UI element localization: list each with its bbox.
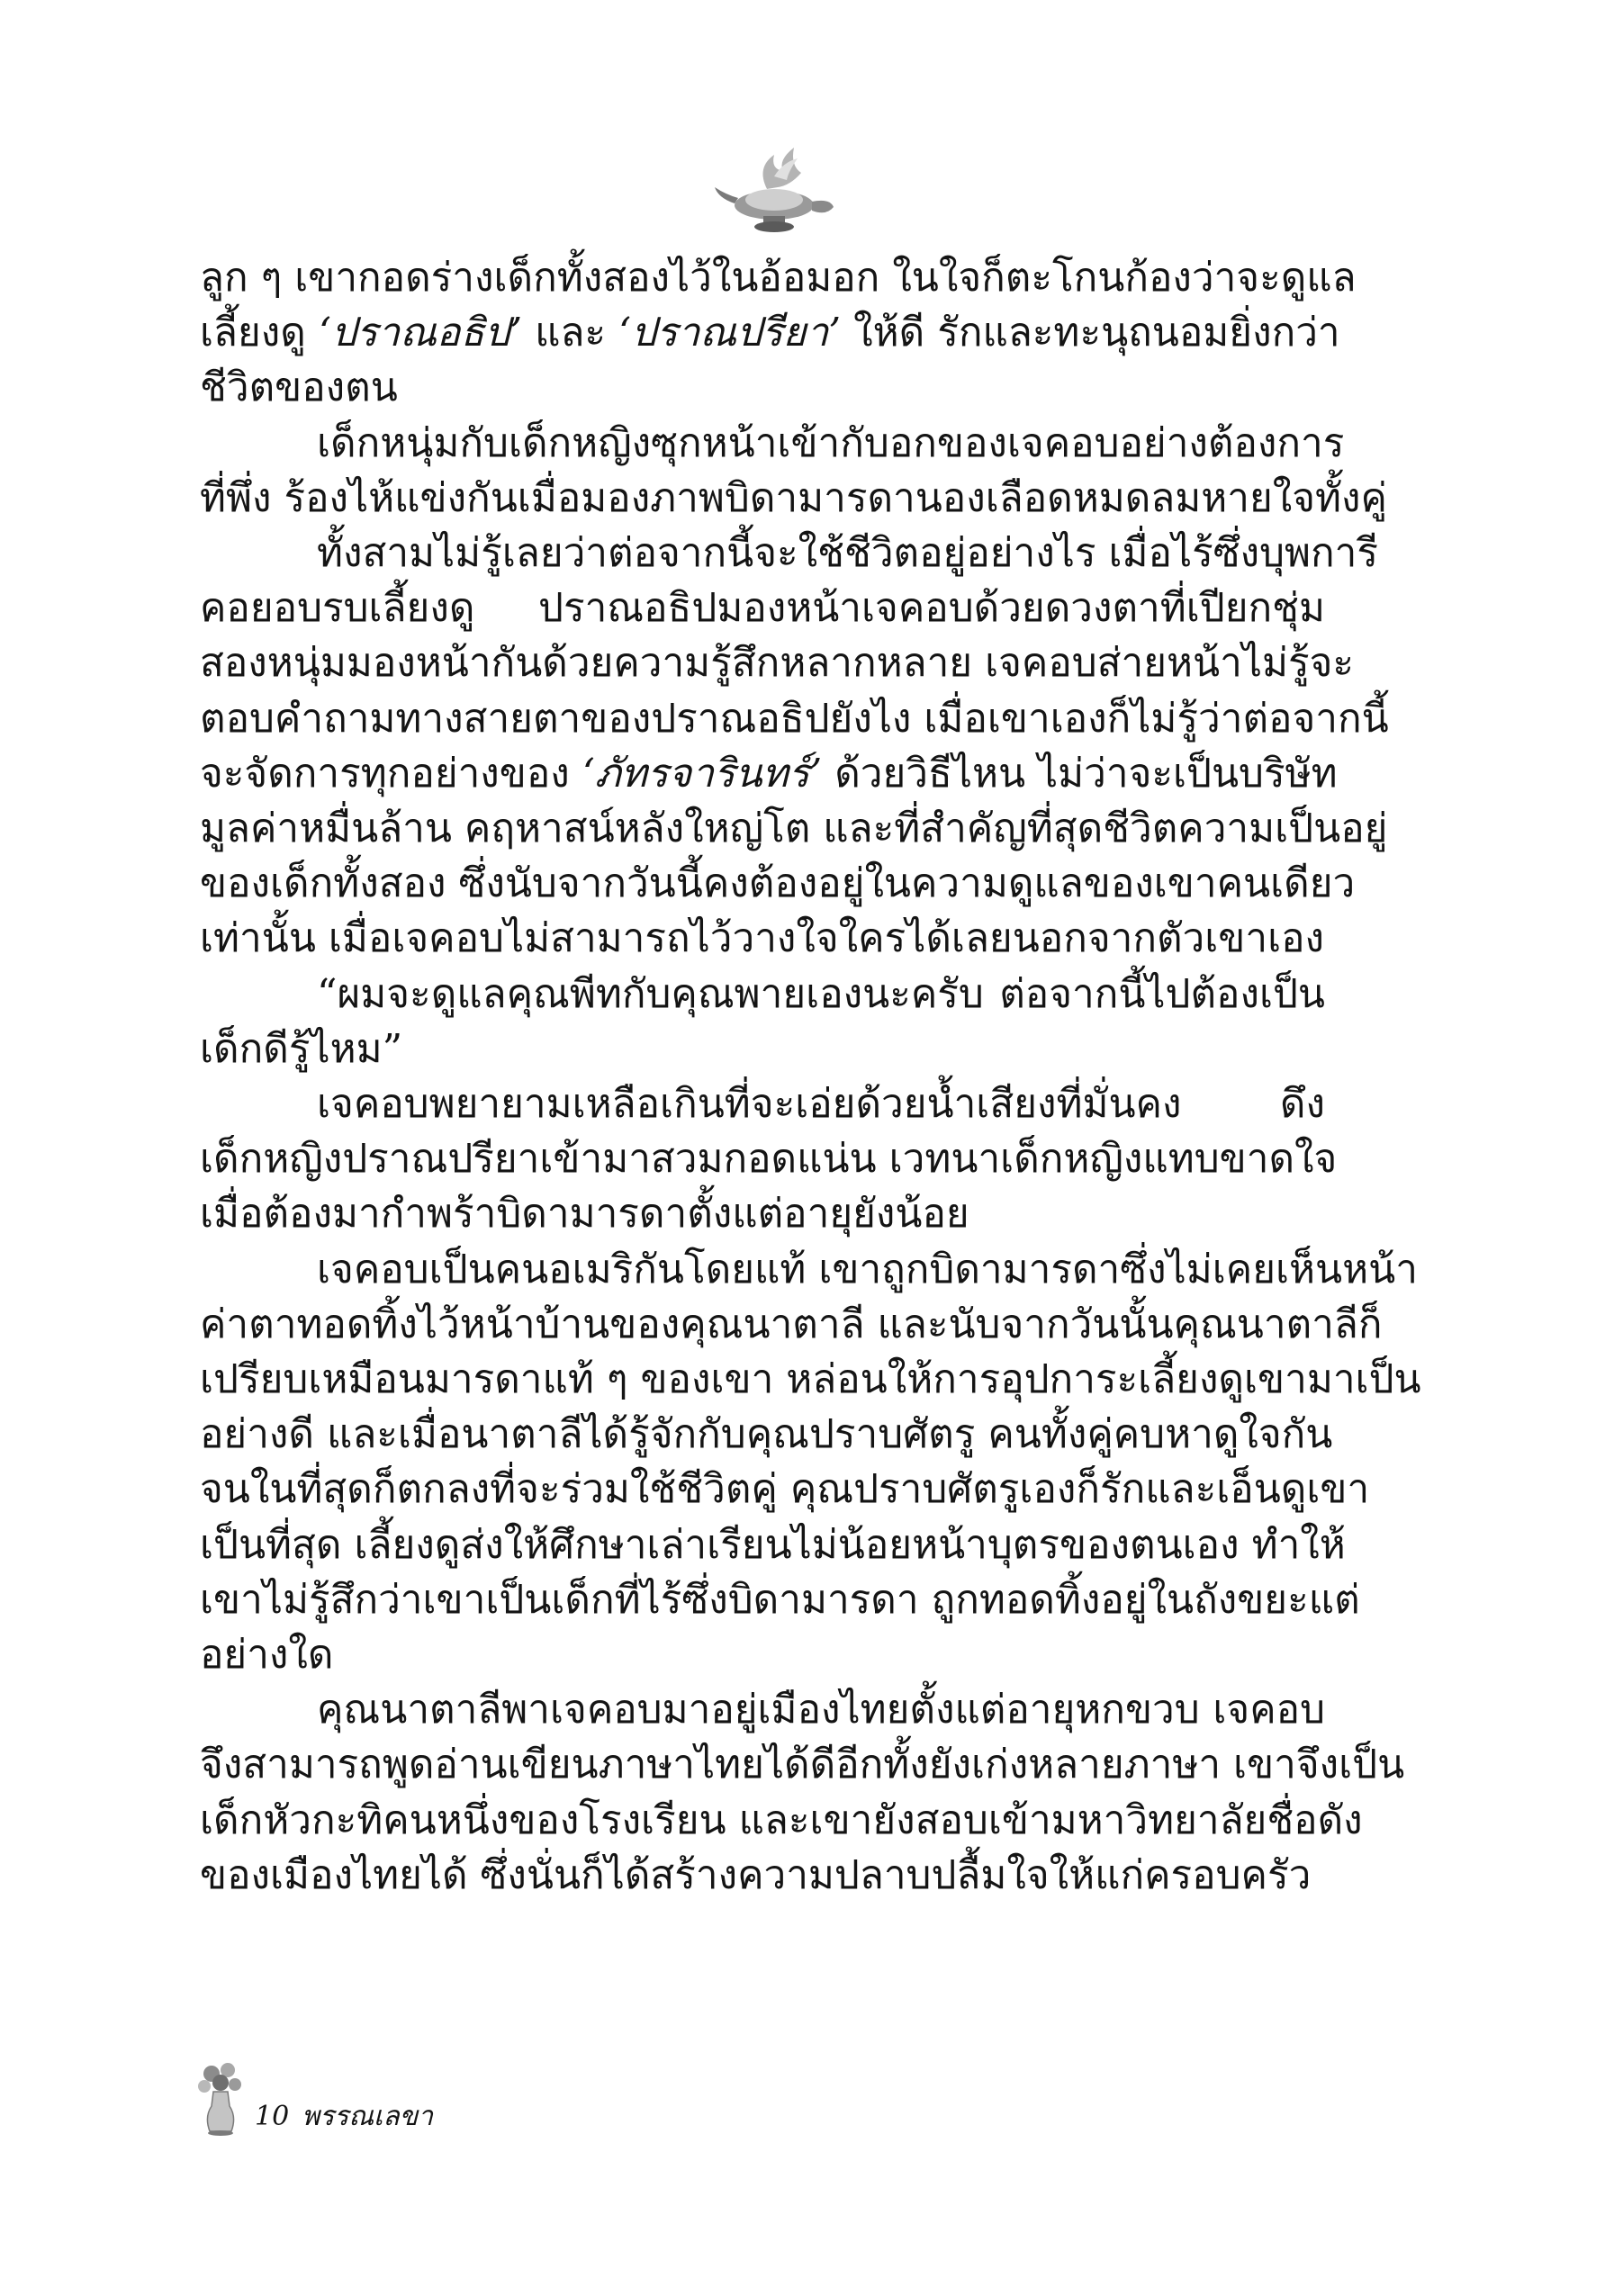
text-line: มูลค่าหมื่นล้าน คฤหาสน์หลังใหญ่โต และที่สำคัญที่สุดชีวิตความเป็นอยู่ xyxy=(200,806,1388,852)
text-line: เมื่อต้องมากำพร้าบิดามารดาตั้งแต่อายุยังน้อย xyxy=(200,1191,969,1238)
text-line: จึงสามารถพูดอ่านเขียนภาษาไทยได้ดีอีกทั้งยังเก่งหลายภาษา เขาจึงเป็น xyxy=(200,1742,1405,1788)
text-line: “ผมจะดูแลคุณพีทกับคุณพายเองนะครับ ต่อจากนี้ไปต้องเป็น xyxy=(317,970,1325,1017)
text-line: เด็กหัวกะทิคนหนึ่งของโรงเรียน และเขายังสอบเข้ามหาวิทยาลัยชื่อดัง xyxy=(200,1796,1363,1843)
text-line: คอยอบรบเลี้ยงดู ปราณอธิปมองหน้าเจคอบด้วยดวงตาที่เปียกชุ่ม xyxy=(200,585,1325,632)
author-name: พรรณเลขา xyxy=(302,2101,434,2132)
text-line: เปรียบเหมือนมารดาแท้ ๆ ของเขา หล่อนให้การอุปการะเลี้ยงดูเขามาเป็น xyxy=(200,1356,1421,1403)
flower-vase-icon xyxy=(194,2061,248,2140)
footer-text xyxy=(255,2095,446,2138)
text-line: เด็กดีรู้ไหม” xyxy=(200,1025,403,1072)
text-line: อย่างใด xyxy=(200,1632,334,1679)
body-text xyxy=(200,250,1421,1903)
text-line: เขาไม่รู้สึกว่าเขาเป็นเด็กที่ไร้ซึ่งบิดามารดา ถูกทอดทิ้งอยู่ในถังขยะแต่ xyxy=(200,1576,1360,1623)
text-segment: ด้วยวิธีไหน ไม่ว่าจะเป็นบริษัท xyxy=(822,750,1338,797)
text-line: เท่านั้น เมื่อเจคอบไม่สามารถไว้วางใจใครได้เลยนอกจากตัวเขาเอง xyxy=(200,915,1325,962)
text-line: ชีวิตของตน xyxy=(200,365,398,411)
text-line: จนในที่สุดก็ตกลงที่จะร่วมใช้ชีวิตคู่ คุณปราบศัตรูเองก็รักและเอ็นดูเขา xyxy=(200,1466,1370,1513)
text-line: คุณนาตาลีพาเจคอบมาอยู่เมืองไทยตั้งแต่อายุหกขวบ เจคอบ xyxy=(317,1687,1325,1733)
text-line: สองหนุ่มมองหน้ากันด้วยความรู้สึกหลากหลาย เจคอบส่ายหน้าไม่รู้จะ xyxy=(200,640,1354,687)
genie-lamp-icon xyxy=(711,135,837,243)
text-line: เป็นที่สุด เลี้ยงดูส่งให้ศึกษาเล่าเรียนไม่น้อยหน้าบุตรของตนเอง ทำให้ xyxy=(200,1521,1346,1568)
page-number: 10 xyxy=(255,2101,290,2132)
text-line: ของเด็กทั้งสอง ซึ่งนับจากวันนี้คงต้องอยู่ในความดูแลของเขาคนเดียว xyxy=(200,860,1356,907)
text-line: เด็กหญิงปราณปรียาเข้ามาสวมกอดแน่น เวทนาเด็กหญิงแทบขาดใจ xyxy=(200,1136,1338,1183)
text-line: ของเมืองไทยได้ ซึ่งนั่นก็ได้สร้างความปลาบปลื้มใจให้แก่ครอบครัว xyxy=(200,1851,1312,1898)
italic-name: ‘ภัทรจารินทร์’ xyxy=(582,750,823,797)
text-line: อย่างดี และเมื่อนาตาลีได้รู้จักกับคุณปราบศัตรู คนทั้งคู่คบหาดูใจกัน xyxy=(200,1411,1333,1458)
text-line xyxy=(200,305,1340,360)
text-line: ทั้งสามไม่รู้เลยว่าต่อจากนี้จะใช้ชีวิตอยู่อย่างไร เมื่อไร้ซึ่งบุพการี xyxy=(317,530,1378,577)
text-segment: เลี้ยงดู xyxy=(200,310,319,356)
text-segment: และ xyxy=(522,310,619,356)
text-line: ลูก ๆ เขากอดร่างเด็กทั้งสองไว้ในอ้อมอก ในใจก็ตะโกนก้องว่าจะดูแล xyxy=(200,255,1357,301)
text-segment: ให้ดี รักและทะนุถนอมยิ่งกว่า xyxy=(841,310,1340,356)
text-line: ค่าตาทอดทิ้งไว้หน้าบ้านของคุณนาตาลี และนับจากวันนั้นคุณนาตาลีก็ xyxy=(200,1301,1383,1347)
text-line: ตอบคำถามทางสายตาของปราณอธิปยังไง เมื่อเขาเองก็ไม่รู้ว่าต่อจากนี้ xyxy=(200,695,1389,742)
text-segment: จะจัดการทุกอย่างของ xyxy=(200,750,582,797)
italic-name: ‘ปราณอธิป’ xyxy=(318,310,523,356)
text-line: ที่พึ่ง ร้องไห้แข่งกันเมื่อมองภาพบิดามารดานองเลือดหมดลมหายใจทั้งคู่ xyxy=(200,474,1387,521)
italic-name: ‘ปราณปรียา’ xyxy=(618,310,842,356)
text-line: เจคอบเป็นคนอเมริกันโดยแท้ เขาถูกบิดามารดาซึ่งไม่เคยเห็นหน้า xyxy=(317,1246,1418,1292)
text-line xyxy=(200,746,1338,801)
text-line: เด็กหนุ่มกับเด็กหญิงซุกหน้าเข้ากับอกของเจคอบอย่างต้องการ xyxy=(317,419,1345,466)
page-footer xyxy=(194,2061,644,2142)
text-line: เจคอบพยายามเหลือเกินที่จะเอ่ยด้วยน้ำเสียงที่มั่นคง ดึง xyxy=(317,1081,1325,1128)
